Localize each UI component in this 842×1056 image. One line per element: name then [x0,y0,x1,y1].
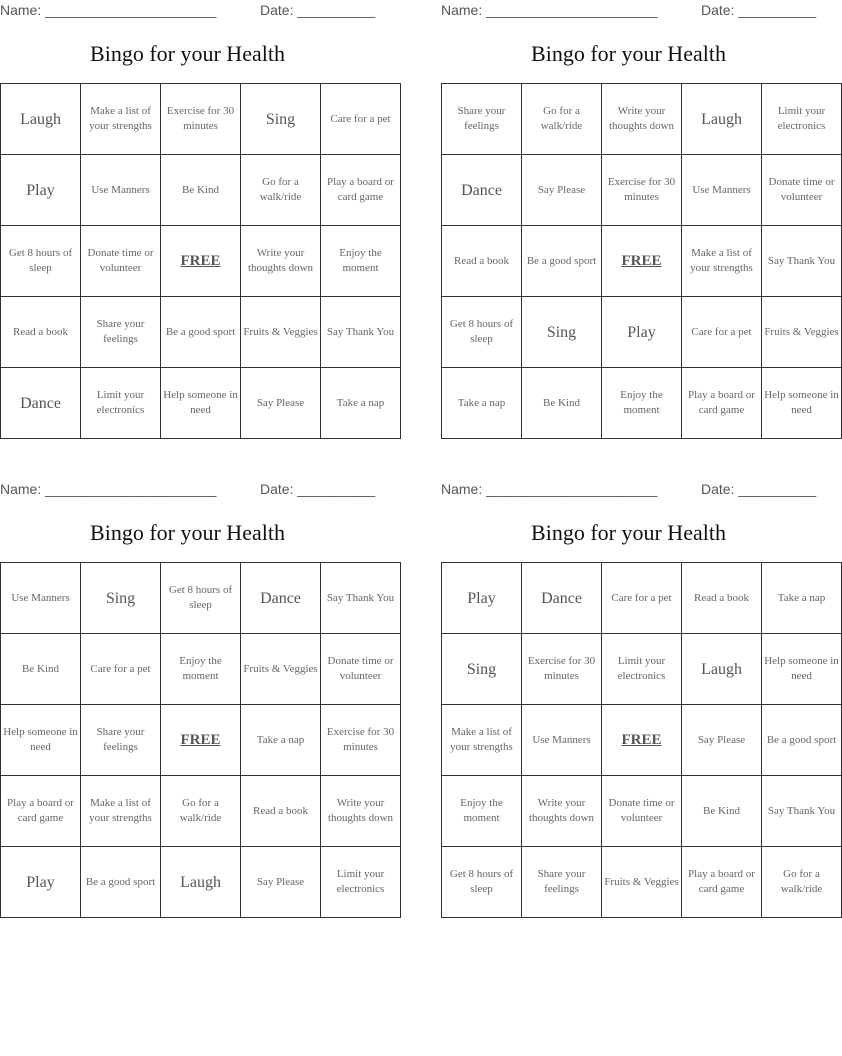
bingo-cell: Use Manners [682,155,762,226]
bingo-cell: Be a good sport [81,847,161,918]
bingo-cell: Get 8 hours of sleep [442,847,522,918]
bingo-cell: Use Manners [522,705,602,776]
bingo-row [1,634,401,705]
date-field-label: Date: __________ [701,481,817,497]
bingo-cell: Play a board or card game [682,368,762,439]
bingo-cell: Sing [81,563,161,634]
bingo-cell: Play [442,563,522,634]
bingo-cell: Sing [522,297,602,368]
bingo-cell: Take a nap [321,368,401,439]
bingo-cell: Limit your electronics [762,84,842,155]
bingo-cell: Care for a pet [602,563,682,634]
card-title: Bingo for your Health [531,520,726,545]
name-field-label: Name: ______________________ [441,481,658,497]
bingo-cell: Say Please [682,705,762,776]
bingo-cell: Make a list of your strengths [682,226,762,297]
bingo-cell: Go for a walk/ride [161,776,241,847]
bingo-cell: Say Please [522,155,602,226]
bingo-grid [0,562,401,918]
bingo-cell: Say Thank You [762,226,842,297]
bingo-cell: Write your thoughts down [321,776,401,847]
bingo-card [441,0,839,436]
bingo-grid [0,83,401,439]
bingo-cell: Get 8 hours of sleep [442,297,522,368]
bingo-cell: Make a list of your strengths [81,776,161,847]
bingo-cell: Be a good sport [161,297,241,368]
bingo-cell: Be a good sport [762,705,842,776]
bingo-cell: Use Manners [81,155,161,226]
bingo-row [442,634,842,705]
free-space: FREE [602,226,682,297]
bingo-cell: Make a list of your strengths [442,705,522,776]
bingo-cell: Play a board or card game [682,847,762,918]
bingo-row [442,563,842,634]
bingo-cell: Read a book [682,563,762,634]
bingo-grid [441,83,842,439]
bingo-cell: Share your feelings [81,705,161,776]
free-space: FREE [161,705,241,776]
bingo-card [0,479,395,915]
bingo-cell: Fruits & Veggies [241,634,321,705]
bingo-grid [441,562,842,918]
name-field-label: Name: ______________________ [0,2,217,18]
bingo-card [441,479,839,915]
bingo-cell: Laugh [682,634,762,705]
bingo-cell: Be a good sport [522,226,602,297]
bingo-cell: Care for a pet [81,634,161,705]
bingo-cell: Say Thank You [321,563,401,634]
bingo-cell: Be Kind [682,776,762,847]
bingo-row [1,776,401,847]
bingo-cell: Help someone in need [161,368,241,439]
bingo-cell: Donate time or volunteer [81,226,161,297]
bingo-cell: Exercise for 30 minutes [602,155,682,226]
date-field-label: Date: __________ [260,481,376,497]
bingo-cell: Write your thoughts down [241,226,321,297]
bingo-cell: Share your feelings [442,84,522,155]
free-space: FREE [602,705,682,776]
bingo-cell: Share your feelings [81,297,161,368]
bingo-cell: Play a board or card game [321,155,401,226]
card-title: Bingo for your Health [531,41,726,66]
bingo-cell: Exercise for 30 minutes [522,634,602,705]
bingo-cell: Care for a pet [321,84,401,155]
bingo-row [1,368,401,439]
bingo-cell: Take a nap [442,368,522,439]
bingo-row [442,226,842,297]
bingo-cell: Go for a walk/ride [241,155,321,226]
bingo-cell: Exercise for 30 minutes [161,84,241,155]
name-date-line [0,2,375,20]
bingo-cell: Dance [522,563,602,634]
name-field-label: Name: ______________________ [441,2,658,18]
card-title: Bingo for your Health [90,41,285,66]
bingo-cell: Fruits & Veggies [241,297,321,368]
bingo-cell: Sing [241,84,321,155]
bingo-cell: Donate time or volunteer [602,776,682,847]
bingo-cell: Say Please [241,368,321,439]
bingo-row [1,226,401,297]
bingo-cell: Help someone in need [762,368,842,439]
bingo-cell: Play [1,155,81,226]
bingo-cell: Write your thoughts down [602,84,682,155]
bingo-cell: Make a list of your strengths [81,84,161,155]
bingo-row [1,84,401,155]
bingo-cell: Fruits & Veggies [762,297,842,368]
bingo-cell: Go for a walk/ride [522,84,602,155]
bingo-cell: Enjoy the moment [442,776,522,847]
bingo-cell: Share your feelings [522,847,602,918]
bingo-cell: Play [602,297,682,368]
date-field-label: Date: __________ [260,2,376,18]
bingo-cell: Laugh [1,84,81,155]
bingo-cell: Dance [241,563,321,634]
bingo-cell: Dance [442,155,522,226]
bingo-row [1,563,401,634]
card-title: Bingo for your Health [90,520,285,545]
bingo-cell: Enjoy the moment [602,368,682,439]
bingo-row [442,155,842,226]
bingo-cell: Exercise for 30 minutes [321,705,401,776]
bingo-cell: Help someone in need [762,634,842,705]
bingo-cell: Play [1,847,81,918]
bingo-cell: Read a book [442,226,522,297]
bingo-cell: Write your thoughts down [522,776,602,847]
bingo-cell: Laugh [161,847,241,918]
bingo-cell: Take a nap [241,705,321,776]
bingo-cell: Be Kind [522,368,602,439]
bingo-cell: Be Kind [161,155,241,226]
bingo-row [1,705,401,776]
bingo-cell: Limit your electronics [602,634,682,705]
bingo-cell: Say Thank You [321,297,401,368]
bingo-cell: Fruits & Veggies [602,847,682,918]
bingo-cell: Get 8 hours of sleep [1,226,81,297]
bingo-cell: Enjoy the moment [321,226,401,297]
bingo-cell: Care for a pet [682,297,762,368]
bingo-row [1,297,401,368]
bingo-cell: Limit your electronics [81,368,161,439]
bingo-card [0,0,395,436]
bingo-row [442,705,842,776]
bingo-cell: Read a book [241,776,321,847]
name-field-label: Name: ______________________ [0,481,217,497]
bingo-cell: Enjoy the moment [161,634,241,705]
name-date-line [0,481,375,499]
bingo-cell: Take a nap [762,563,842,634]
bingo-row [442,368,842,439]
bingo-row [442,84,842,155]
bingo-cell: Say Thank You [762,776,842,847]
bingo-row [442,847,842,918]
bingo-cell: Sing [442,634,522,705]
bingo-row [442,297,842,368]
bingo-row [442,776,842,847]
name-date-line [441,481,816,499]
bingo-cell: Limit your electronics [321,847,401,918]
bingo-cell: Laugh [682,84,762,155]
bingo-cell: Help someone in need [1,705,81,776]
bingo-cell: Donate time or volunteer [762,155,842,226]
bingo-row [1,847,401,918]
bingo-cell: Dance [1,368,81,439]
bingo-row [1,155,401,226]
bingo-cell: Play a board or card game [1,776,81,847]
free-space: FREE [161,226,241,297]
date-field-label: Date: __________ [701,2,817,18]
bingo-cell: Donate time or volunteer [321,634,401,705]
name-date-line [441,2,816,20]
bingo-cell: Read a book [1,297,81,368]
bingo-cell: Get 8 hours of sleep [161,563,241,634]
bingo-cell: Use Manners [1,563,81,634]
bingo-cell: Be Kind [1,634,81,705]
bingo-cell: Say Please [241,847,321,918]
bingo-cell: Go for a walk/ride [762,847,842,918]
